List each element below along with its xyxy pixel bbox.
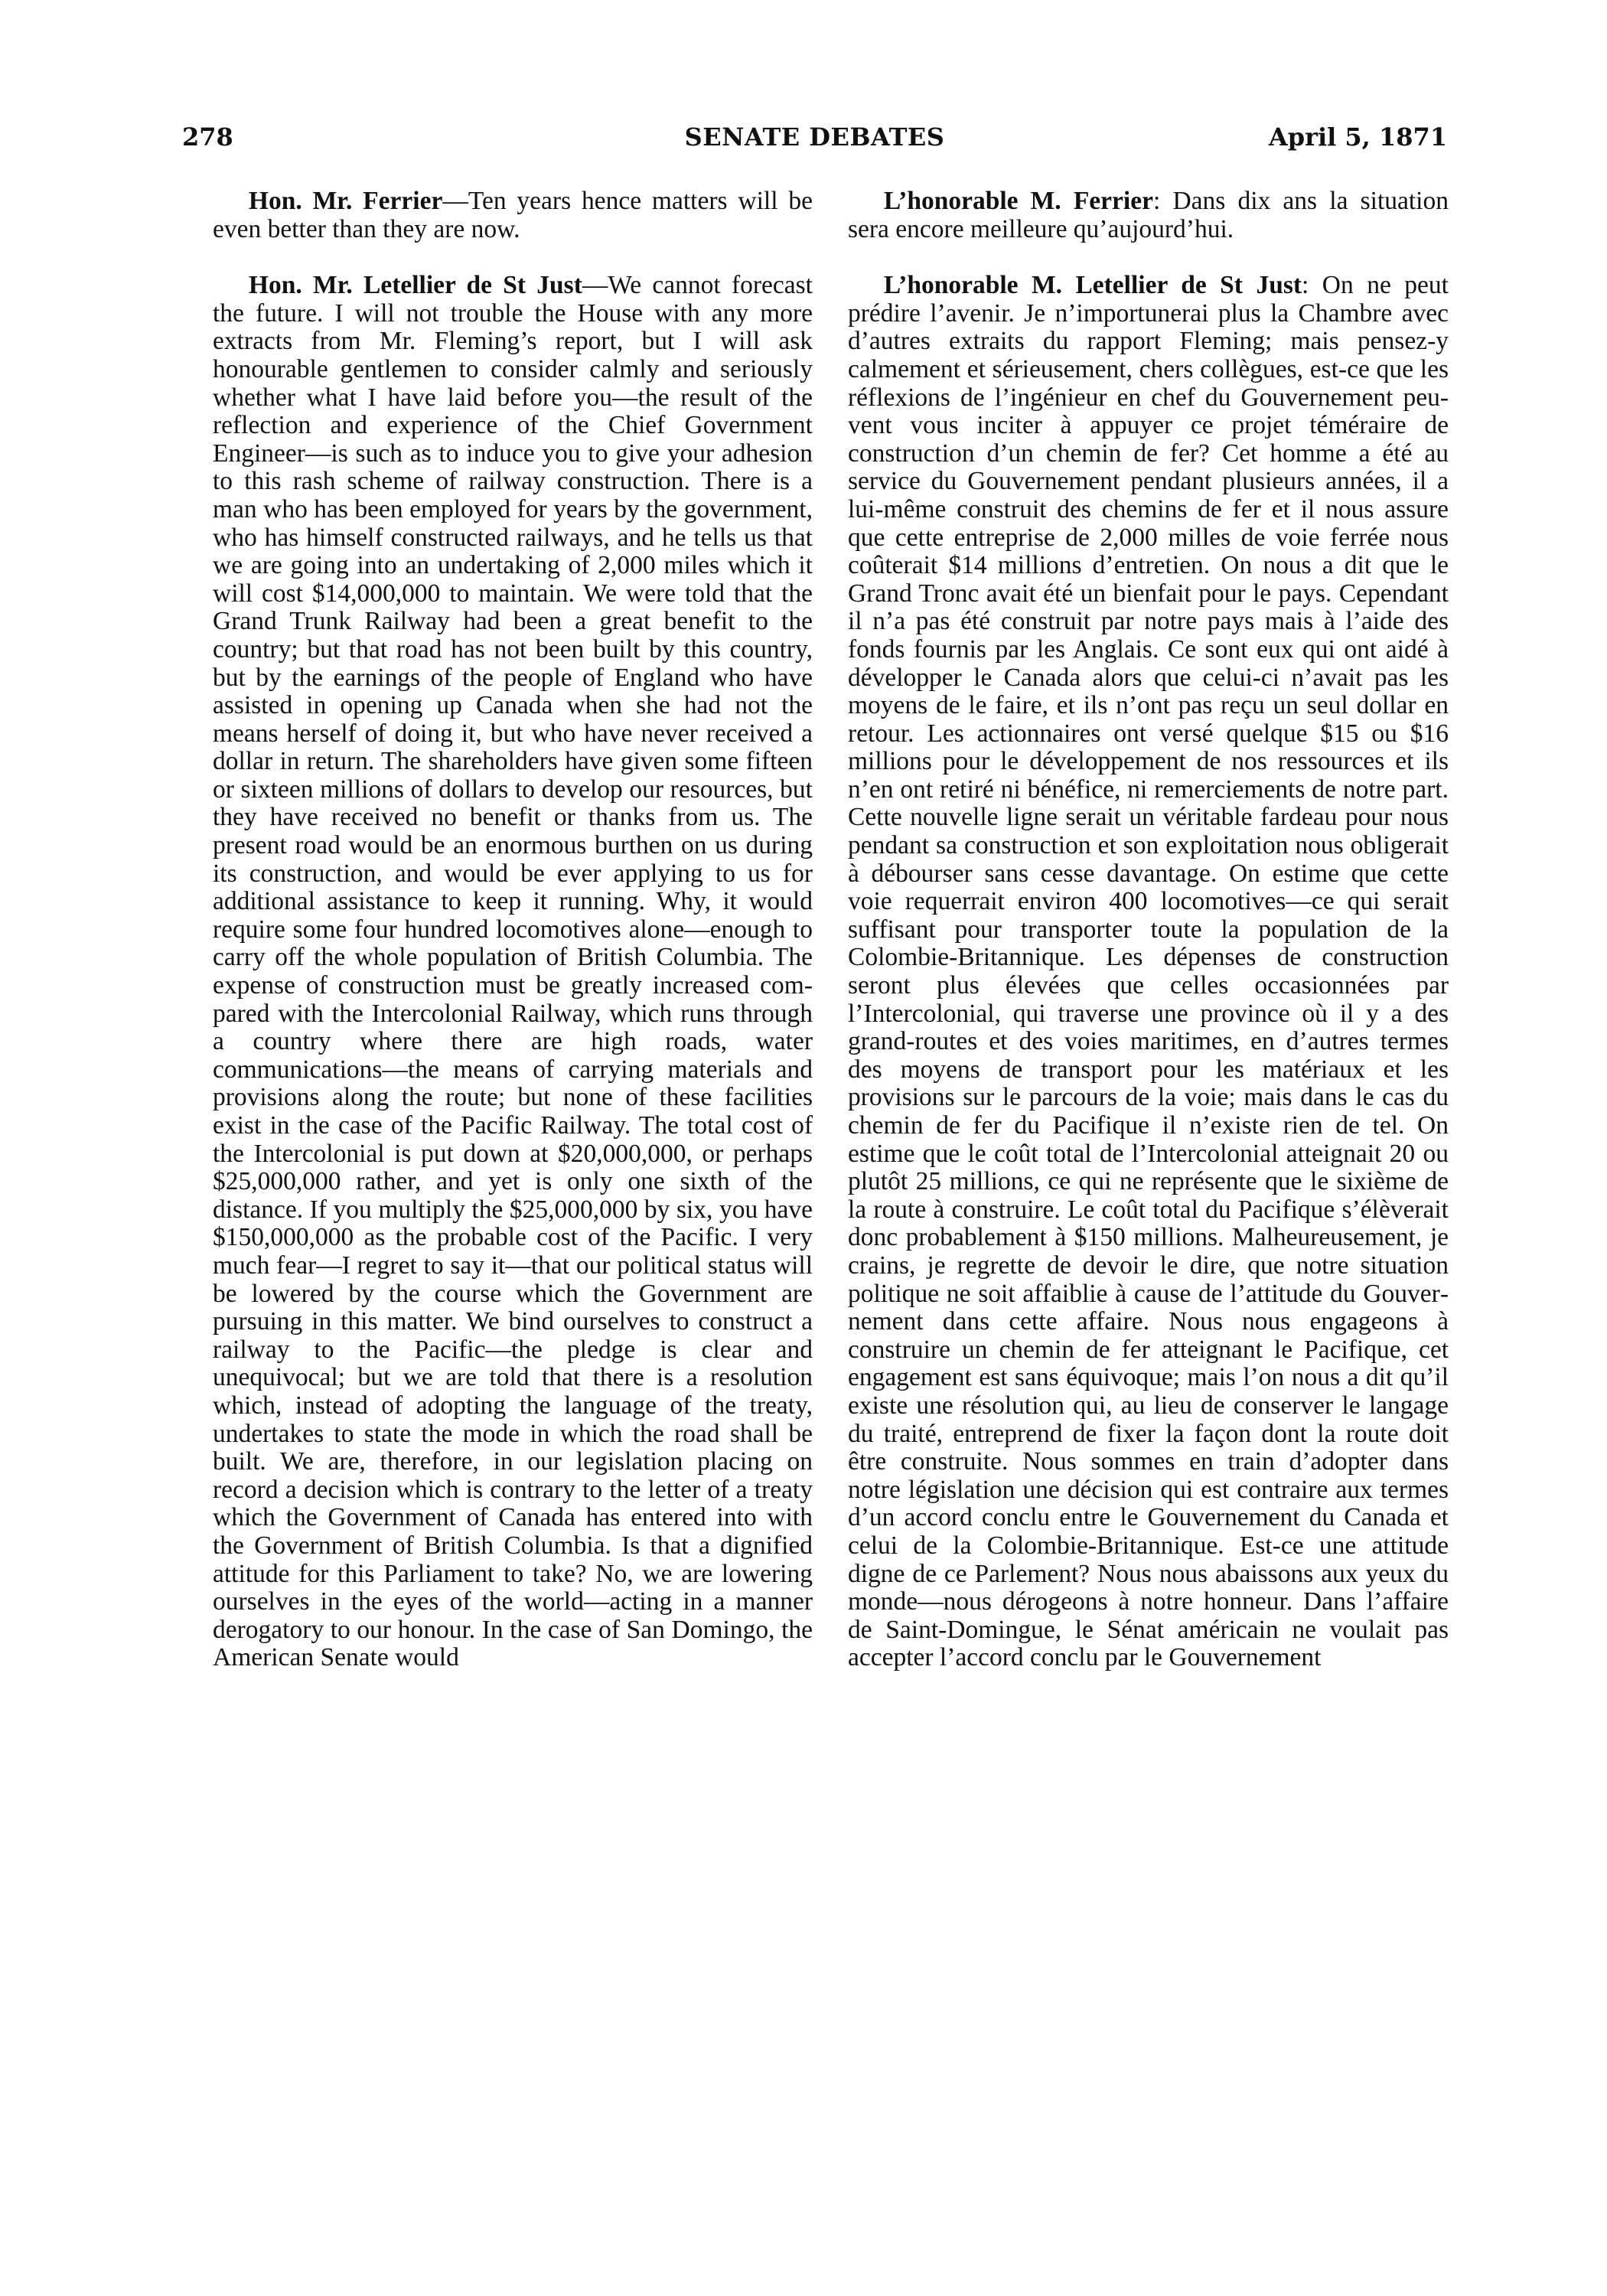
page-number: 278	[182, 122, 233, 152]
page-header	[182, 122, 1447, 161]
speaker-separator: :	[1302, 271, 1322, 300]
speaker-name: Hon. Mr. Letellier de St Just	[248, 271, 582, 300]
speech-paragraph	[848, 272, 1449, 1672]
speech-text: We cannot forecast the future. I will not trouble the House with any more extracts from Mr. Fleming’s report, but I will ask honourable gentlemen to consider calmly and seriously whether what I have laid before you—the result of the reflection and experience of the Chief Government Engineer—is such as to induce you to give your adhesion to this rash scheme of railway construction. There is a man who has been employed for years by the government, who has himself constructed railways, and he tells us that we are going into an undertaking of 2,000 miles which it will cost $14,000,000 to maintain. We were told that the Grand Trunk Railway had been a great benefit to the country; but that road has not been built by this country, but by the earnings of the people of England who have assisted in opening up Canada when she had not the means herself of doing it, but who have never received a dollar in return. The shareholders have given some fifteen or sixteen millions of dollars to develop our resources, but they have received no benefit or thanks from us. The present road would be an enormous burthen on us during its construction, and would be ever applying to us for additional assistance to keep it running. Why, it would require some four hundred locomotives alone—enough to carry off the whole population of British Columbia. The expense of construction must be greatly increased compared with the Intercolonial Railway, which runs through a country where there are high roads, water communications—the means of carrying materials and provisions along the route; but none of these facilities exist in the case of the Pacific Railway. The total cost of the Intercolonial is put down at $20,000,000, or perhaps $25,000,000 rather, and yet is only one sixth of the distance. If you multiply the $25,000,000 by six, you have $150,000,000 as the probable cost of the Pacific. I very much fear—I regret to say it—that our political status will be lowered by the course which the Government are pursuing in this matter. We bind ourselves to construct a railway to the Pacific—the pledge is clear and unequivocal; but we are told that there is a resolution which, instead of adopting the language of the treaty, undertakes to state the mode in which the road shall be built. We are, therefore, in our legislation placing on record a decision which is contrary to the letter of a treaty which the Government of Canada has entered into with the Government of British Columbia. Is that a dignified attitude for this Parliament to take? No, we are lowering ourselves in the eyes of the world—acting in a manner derogatory to our honour. In the case of San Domingo, the American Senate would	[213, 271, 813, 1672]
speech-paragraph	[848, 188, 1449, 243]
speaker-name: Hon. Mr. Ferrier	[248, 187, 443, 215]
speaker-separator: —	[582, 271, 608, 300]
french-column	[848, 188, 1449, 1701]
speech-text: Dans dix ans la situation sera encore meilleure qu’aujourd’hui.	[848, 187, 1449, 243]
speech-text: Ten years hence matters will be even better than they are now.	[213, 187, 813, 243]
speaker-name: L’honorable M. Letellier de St Just	[883, 271, 1302, 300]
speaker-separator: —	[442, 187, 468, 215]
english-column	[213, 188, 813, 1701]
publication-title: SENATE DEBATES	[684, 122, 945, 152]
speaker-name: L’honorable M. Ferrier	[883, 187, 1153, 215]
speech-text: On ne peut prédire l’avenir. Je n’importunerai plus la Chambre avec d’autres extraits du rapport Fleming; mais pensez-y calmement et sérieusement, chers collègues, est-ce que les réflexions de l’ingénieur en chef du Gouvernement peuvent vous inciter à appuyer ce projet téméraire de construction d’un chemin de fer? Cet homme a été au service du Gouvernement pendant plusieurs années, il a lui-même construit des chemins de fer et il nous assure que cette entreprise de 2,000 milles de voie ferrée nous coûterait $14 millions d’entretien. On nous a dit que le Grand Tronc avait été un bienfait pour le pays. Cependant il n’a pas été construit par notre pays mais à l’aide des fonds fournis par les Anglais. Ce sont eux qui ont aidé à développer le Canada alors que celui-ci n’avait pas les moyens de le faire, et ils n’ont pas reçu un seul dollar en retour. Les actionnaires ont versé quelque $15 ou $16 millions pour le développement de nos ressources et ils n’en ont retiré ni bénéfice, ni remerciements de notre part. Cette nouvelle ligne serait un véritable fardeau pour nous pendant sa construction et son exploitation nous obligerait à débourser sans cesse davantage. On estime que cette voie requerrait environ 400 locomotives—ce qui serait suffisant pour transporter toute la population de la Colombie-Britannique. Les dépenses de construction seront plus élevées que celles occasionnées par l’Intercolonial, qui traverse une province où il y a des grand-routes et des voies maritimes, en d’autres termes des moyens de transport pour les matériaux et les provisions sur le parcours de la voie; mais dans le cas du chemin de fer du Pacifique il n’existe rien de tel. On estime que le coût total de l’Intercolonial atteignait 20 ou plutôt 25 millions, ce qui ne représente que le sixième de la route à construire. Le coût total du Pacifique s’élèverait donc probablement à $150 millions. Malheureusement, je crains, je regrette de devoir le dire, que notre situation politique ne soit affaiblie à cause de l’attitude du Gouvernement dans cette affaire. Nous nous engageons à construire un chemin de fer atteignant le Pacifique, cet engagement est sans équivoque; mais l’on nous a dit qu’il existe une résolution qui, au lieu de conserver le langage du traité, entreprend de fixer la façon dont la route doit être construite. Nous sommes en train d’adopter dans notre législation une décision qui est contraire aux termes d’un accord conclu entre le Gouvernement du Canada et celui de la Colombie-Britannique. Est-ce une attitude digne de ce Parlement? Nous nous abaissons aux yeux du monde—nous dérogeons à notre honneur. Dans l’affaire de Saint-Domingue, le Sénat américain ne voulait pas accepter l’accord conclu par le Gouvernement	[848, 271, 1449, 1672]
speaker-separator: :	[1152, 187, 1173, 215]
debate-date: April 5, 1871	[1268, 122, 1447, 152]
speech-paragraph	[213, 188, 813, 243]
speech-paragraph	[213, 272, 813, 1672]
